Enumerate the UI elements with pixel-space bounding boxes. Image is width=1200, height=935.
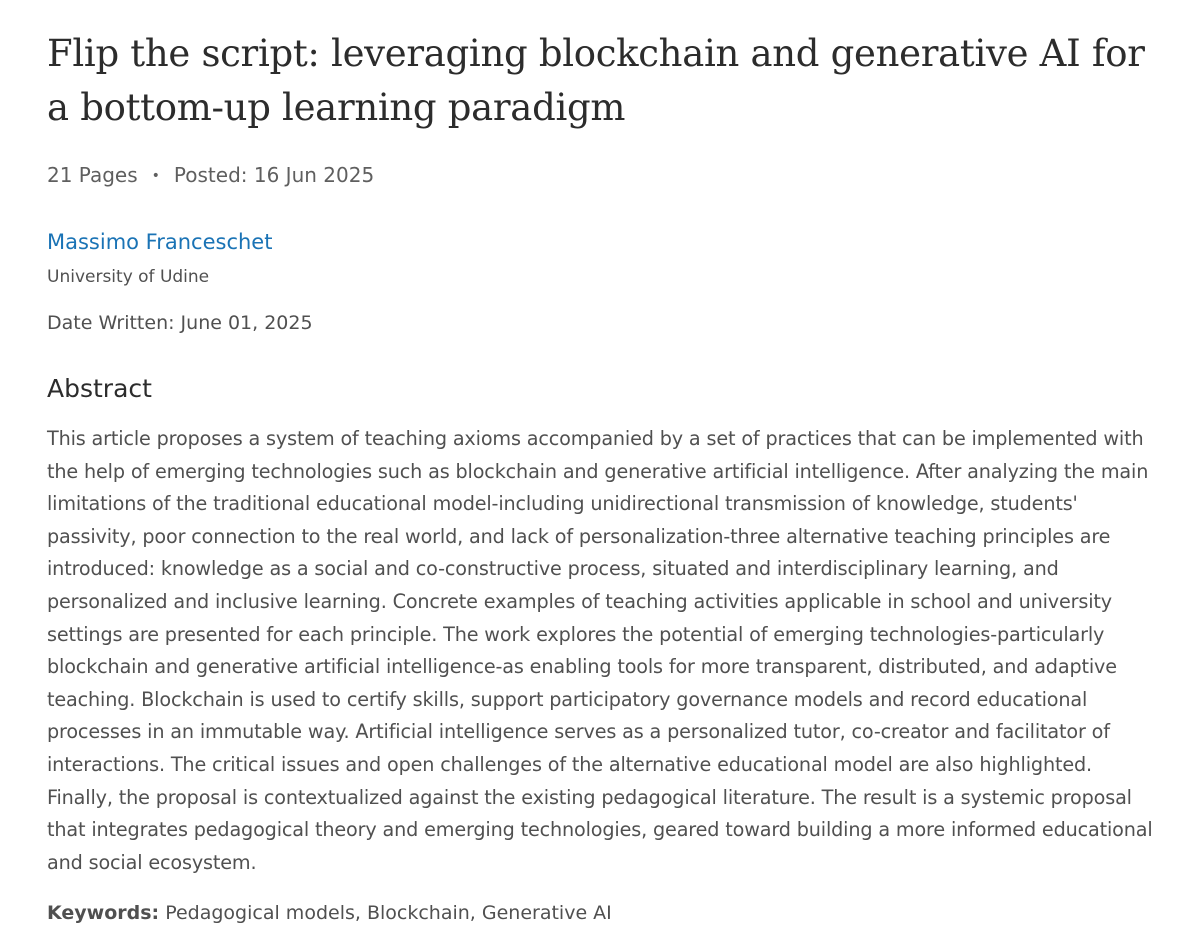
abstract-text: This article proposes a system of teaching axioms accompanied by a set of practices that can be implemented with the help of emerging technologies such as blockchain and generative artificial intelligence. After analyzing the main limitations of the traditional educational model-including unidirectional transmission of knowledge, students' passivity, poor connection to the real world, and lack of personalization-three alternative teaching principles are introduced: knowledge as a social and co-constructive process, situated and interdisciplinary learning, and personalized and inclusive learning. Concrete examples of teaching activities applicable in school and university settings are presented for each principle. The work explores the potential of emerging technologies-particularly blockchain and generative artificial intelligence-as enabling tools for more transparent, distributed, and adaptive teaching. Blockchain is used to certify skills, support participatory governance models and record educational processes in an immutable way. Artificial intelligence serves as a personalized tutor, co-creator and facilitator of interactions. The critical issues and open challenges of the alternative educational model are also highlighted. Finally, the proposal is contextualized against the existing pedagogical literature. The result is a systemic proposal that integrates pedagogical theory and emerging technologies, geared toward building a more informed educational and social ecosystem. <box>47 427 1153 874</box>
page-count: 21 Pages <box>47 163 138 187</box>
meta-separator: • <box>151 168 160 184</box>
paper-title: Flip the script: leveraging blockchain and generative AI for a bottom-up learning paradigm <box>47 32 1145 129</box>
keywords-line <box>47 898 612 928</box>
date-written: Date Written: June 01, 2025 <box>47 312 313 334</box>
paper-meta <box>47 160 374 191</box>
author-link[interactable]: Massimo Franceschet <box>47 230 273 254</box>
author-affiliation: University of Udine <box>47 267 210 287</box>
abstract-heading: Abstract <box>47 374 152 403</box>
keywords-list: Pedagogical models, Blockchain, Generative AI <box>165 902 612 924</box>
keywords-label: Keywords: <box>47 902 160 924</box>
posted-date: Posted: 16 Jun 2025 <box>173 163 375 187</box>
